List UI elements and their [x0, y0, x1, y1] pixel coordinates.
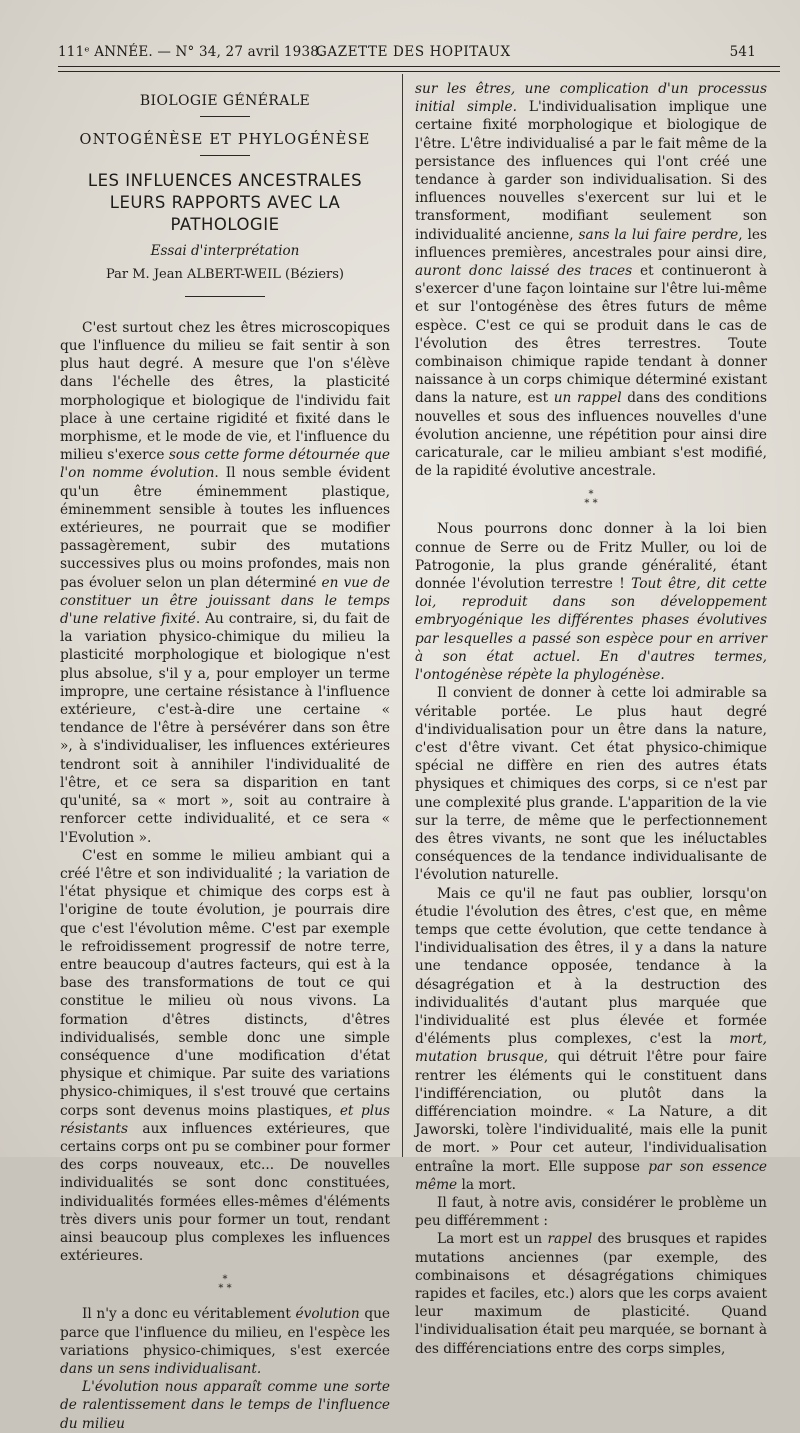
article-author: Par M. Jean ALBERT-WEIL (Béziers): [105, 266, 345, 282]
paragraph: Il n'y a donc eu véritablement évolution que parce que l'influence du milieu, en l'espèce les variations physico-chimiques, s'est exercée dans un sens individualisant.: [60, 1306, 390, 1377]
paragraph: Nous pourrons donc donner à la loi bien connue de Serre ou de Fritz Muller, ou loi de Patrogonie, la plus grande généralité, étant donnée l'évolution terrestre ! Tout être, dit cette loi, reproduit dans son développement embryogénique les différentes phases évolutives par lesquelles a passé son espèce pour en arriver à son état actuel. En d'autres termes, l'ontogénèse répète la phylogénèse.: [415, 521, 767, 684]
column-separator: [402, 74, 403, 1157]
issue-line: 111ᵉ ANNÉE. — N° 34, 27 avril 1938.: [58, 44, 324, 60]
journal-title: GAZETTE DES HOPITAUX: [316, 44, 511, 60]
section-separator: * * *: [584, 489, 598, 510]
left-column: [60, 86, 390, 1433]
author-rule: [185, 296, 265, 297]
article-subtitle: Essai d'interprétation: [150, 243, 300, 260]
subsection-rule: [200, 155, 250, 156]
header-rule-thin: [58, 71, 780, 72]
paragraph: Mais ce qu'il ne faut pas oublier, lorsqu'on étudie l'évolution des êtres, c'est que, en même temps que cette évolution, que cette tendance à l'individualisation des êtres, il y a dans la nature une tendance opposée, tendance à la désagrégation et à la destruction des individualités d'autant plus marquée que l'individualité est plus élevée et formée d'éléments plus complexes, c'est la mort, mutation brusque, qui détruit l'être pour faire rentrer les éléments qui le constituent dans l'indifférenciation, ou plutôt dans la différenciation moindre. « La Nature, a dit Jaworski, tolère l'individualité, mais elle la punit de mort. » Pour cet auteur, l'individualisation entraîne la mort. Elle suppose par son essence même la mort.: [415, 885, 767, 1193]
page-number: 541: [729, 44, 756, 60]
paragraph: sur les êtres, une complication d'un processus initial simple. L'individualisation implique une certaine fixité morphologique et biologique de l'être. L'être individualisé a par le fait même de la persistance des influences qui l'ont créé une tendance à garder son individualisation. Si des influences nouvelles s'exercent sur lui et le transforment, modifiant seulement son individualité ancienne, sans la lui faire perdre, les influences premières, ancestrales pour ainsi dire, auront donc laissé des traces et continueront à s'exercer d'une façon lointaine sur l'être lui-même et sur l'ontogénèse des êtres futurs de même espèce. C'est ce qui se produit dans le cas de l'évolution des êtres terrestres. Toute combinaison chimique rapide tendant à donner naissance à un corps chimique déterminé existant dans la nature, est un rappel dans des conditions nouvelles et sous des influences nouvelles d'une évolution ancienne, une répétition pour ainsi dire caricaturale, car le milieu ambiant s'est modifié, de la rapidité évolutive ancestrale.: [415, 81, 768, 480]
paragraph: Il faut, à notre avis, considérer le problème un peu différemment :: [415, 1194, 767, 1230]
paragraph: Il convient de donner à cette loi admirable sa véritable portée. Le plus haut degré d'individualisation pour un être dans la nature, c'est d'être vivant. Cet état physico-chimique spécial ne diffère en rien des autres états physiques et chimiques des corps, si ce n'est par une complexité plus grande. L'apparition de la vie sur la terre, de même que le perfectionnement des êtres vivants, ne sont que les inéluctables conséquences de la tendance individualisante de l'évolution naturelle.: [415, 685, 767, 884]
paragraph: C'est en somme le milieu ambiant qui a créé l'être et son individualité ; la variation de l'état physique et chimique des corps est à l'origine de toute évolution, je pourrais dire que c'est l'évolution même. C'est par exemple le refroidissement progressif de notre terre, entre beaucoup d'autres facteurs, qui est à la base des transformations de tout ce qui constitue le milieu où nous vivons. La formation d'êtres distincts, d'êtres individualisés, semble donc une simple conséquence d'une modification d'état physique et chimique. Par suite des variations physico-chimiques, il s'est trouvé que certains corps sont devenus moins plastiques, et plus résistants aux influences extérieures, que certains corps ont pu se combiner pour former des corps nouveaux, etc... De nouvelles individualités se sont donc constituées, individualités formées elles-mêmes d'éléments très divers unis pour former un tout, rendant ainsi beaucoup plus complexes les influences extérieures.: [60, 847, 390, 1265]
article-title: [60, 170, 390, 236]
running-header: [58, 44, 778, 64]
paragraph: C'est surtout chez les êtres microscopiques que l'influence du milieu se fait sentir à son plus haut degré. A mesure que l'on s'élève dans l'échelle des êtres, la plasticité morphologique et biologique de l'individu fait place à une certaine rigidité et fixité dans le morphisme, et le mode de vie, et l'influence du milieu s'exerce sous cette forme détournée que l'on nomme évolution. Il nous semble évident qu'un être éminemment plastique, éminemment sensible à toutes les influences extérieures, ne pourrait que se modifier passagèrement, subir des mutations successives plus ou moins profondes, mais non pas évoluer selon un plan déterminé en vue de constituer un être jouissant dans le temps d'une relative fixité. Au contraire, si, du fait de la variation physico-chimique du milieu la plasticité morphologique et biologique n'est plus absolue, s'il y a, pour employer un terme impropre, une certaine résistance à l'influence extérieure, c'est-à-dire une certaine « tendance de l'être à persévérer dans son être », à s'individualiser, les influences extérieures tendront soit à annihiler l'individualité de l'être, et ce sera sa disparition en tant qu'unité, sa « mort », soit au contraire à renforcer cette individualité, et ce sera « l'Evolution ».: [60, 319, 390, 846]
subsection-heading: ONTOGÉNÈSE ET PHYLOGÉNÈSE: [79, 132, 371, 149]
section-separator: * * *: [218, 1274, 232, 1295]
paragraph: La mort est un rappel des brusques et rapides mutations anciennes (par exemple, des combinaisons et désagrégations chimiques rapides et faciles, etc.) alors que les corps avaient leur maximum de plasticité. Quand l'individualisation était peu marquée, se bornant à des différenciations entre des corps simples,: [415, 1231, 768, 1357]
article-title-line-2: LEURS RAPPORTS AVEC LA PATHOLOGIE: [109, 193, 341, 235]
section-heading: BIOLOGIE GÉNÉRALE: [139, 93, 311, 109]
header-rule: [58, 66, 780, 67]
right-column: [415, 80, 767, 1358]
article-title-line-1: LES INFLUENCES ANCESTRALES: [87, 171, 363, 191]
paragraph: L'évolution nous apparaît comme une sorte de ralentissement dans le temps de l'influence du milieu: [60, 1379, 390, 1432]
section-rule: [200, 116, 250, 117]
